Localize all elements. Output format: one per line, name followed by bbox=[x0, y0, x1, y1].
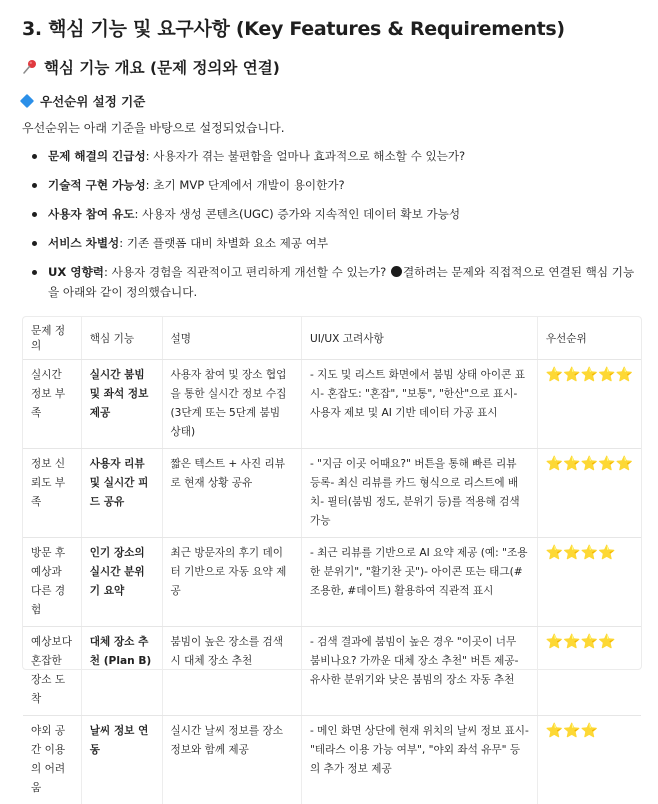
problem-cell: 예상보다 혼잡한 장소 도착 bbox=[23, 627, 81, 716]
blue-diamond-icon bbox=[20, 94, 34, 108]
section-heading bbox=[22, 56, 280, 78]
table-row bbox=[23, 449, 641, 538]
column-header: 우선순위 bbox=[537, 317, 641, 360]
column-header: 핵심 기능 bbox=[81, 317, 162, 360]
features-table bbox=[22, 316, 642, 670]
criteria-desc: : 초기 MVP 단계에서 개발이 용이한가? bbox=[146, 178, 345, 192]
problem-cell: 정보 신뢰도 부족 bbox=[23, 449, 81, 538]
priority-stars: ⭐⭐⭐ bbox=[537, 716, 641, 804]
problem-cell: 실시간 정보 부족 bbox=[23, 360, 81, 449]
criteria-term: 기술적 구현 가능성 bbox=[48, 178, 146, 192]
column-header: UI/UX 고려사항 bbox=[301, 317, 537, 360]
criteria-desc: : 사용자 경험을 직관적이고 편리하게 개선할 수 있는가? bbox=[104, 265, 386, 279]
column-header: 문제 정의 bbox=[23, 317, 81, 360]
description-cell: 짧은 텍스트 + 사진 리뷰로 현재 상황 공유 bbox=[162, 449, 301, 538]
criteria-item bbox=[22, 175, 642, 195]
description-cell: 사용자 참여 및 장소 협업을 통한 실시간 정보 수집 (3단계 또는 5단계 붐빔 상태) bbox=[162, 360, 301, 449]
priority-stars: ⭐⭐⭐⭐ bbox=[537, 627, 641, 716]
criteria-list bbox=[22, 146, 642, 311]
priority-stars: ⭐⭐⭐⭐⭐ bbox=[537, 449, 641, 538]
table-row bbox=[23, 360, 641, 449]
table-row bbox=[23, 538, 641, 627]
ux-cell: - 지도 및 리스트 화면에서 붐빔 상태 아이콘 표시- 혼잡도: "혼잡", "보통", "한산"으로 표시- 사용자 제보 및 AI 기반 데이터 가공 표시 bbox=[301, 360, 537, 449]
subsection-heading bbox=[22, 92, 145, 110]
bomb-icon bbox=[391, 266, 402, 277]
criteria-desc: : 사용자가 겪는 불편함을 얼마나 효과적으로 해소할 수 있는가? bbox=[146, 149, 466, 163]
problem-cell: 방문 후 예상과 다른 경험 bbox=[23, 538, 81, 627]
criteria-term: 문제 해결의 긴급성 bbox=[48, 149, 146, 163]
description-cell: 붐빔이 높은 장소를 검색 시 대체 장소 추천 bbox=[162, 627, 301, 716]
table-header-row bbox=[23, 317, 641, 360]
section-title: 핵심 기능 개요 (문제 정의와 연결) bbox=[44, 56, 280, 78]
criteria-desc-continued: 결하려는 문제와 직접적으로 연결된 핵심 기능을 아래와 같이 정의했습니다. bbox=[48, 265, 634, 299]
subsection-title: 우선순위 설정 기준 bbox=[40, 92, 145, 110]
priority-stars: ⭐⭐⭐⭐ bbox=[537, 538, 641, 627]
ux-cell: - 최근 리뷰를 기반으로 AI 요약 제공 (예: "조용한 분위기", "활기찬 곳")- 아이콘 또는 태그(#조용한, #데이트) 활용하여 직관적 표시 bbox=[301, 538, 537, 627]
column-header: 설명 bbox=[162, 317, 301, 360]
ux-cell: - 메인 화면 상단에 현재 위치의 날씨 정보 표시- "테라스 이용 가능 여부", "야외 좌석 유무" 등의 추가 정보 제공 bbox=[301, 716, 537, 804]
criteria-term: 서비스 차별성 bbox=[48, 236, 119, 250]
criteria-term: 사용자 참여 유도 bbox=[48, 207, 134, 221]
page-title: 3. 핵심 기능 및 요구사항 (Key Features & Requirements) bbox=[22, 14, 565, 41]
priority-stars: ⭐⭐⭐⭐⭐ bbox=[537, 360, 641, 449]
problem-cell: 야외 공간 이용의 어려움 bbox=[23, 716, 81, 804]
intro-text: 우선순위는 아래 기준을 바탕으로 설정되었습니다. bbox=[22, 119, 285, 136]
ux-cell: - "지금 이곳 어때요?" 버튼을 통해 빠른 리뷰 등록- 최신 리뷰를 카드 형식으로 리스트에 배치- 필터(붐빔 정도, 분위기 등)를 적용해 검색 가능 bbox=[301, 449, 537, 538]
criteria-desc: : 기존 플랫폼 대비 차별화 요소 제공 여부 bbox=[119, 236, 328, 250]
criteria-item bbox=[22, 262, 642, 302]
pushpin-icon bbox=[22, 59, 38, 75]
table-row bbox=[23, 716, 641, 804]
description-cell: 최근 방문자의 후기 데이터 기반으로 자동 요약 제공 bbox=[162, 538, 301, 627]
table-row bbox=[23, 627, 641, 716]
feature-cell: 사용자 리뷰 및 실시간 피드 공유 bbox=[81, 449, 162, 538]
feature-cell: 대체 장소 추천 (Plan B) bbox=[81, 627, 162, 716]
ux-cell: - 검색 결과에 붐빔이 높은 경우 "이곳이 너무 붐비나요? 가까운 대체 장소 추천" 버튼 제공- 유사한 분위기와 낮은 붐빔의 장소 자동 추천 bbox=[301, 627, 537, 716]
criteria-item bbox=[22, 233, 642, 253]
criteria-item bbox=[22, 204, 642, 224]
description-cell: 실시간 날씨 정보를 장소 정보와 함께 제공 bbox=[162, 716, 301, 804]
feature-cell: 인기 장소의 실시간 분위기 요약 bbox=[81, 538, 162, 627]
feature-cell: 날씨 정보 연동 bbox=[81, 716, 162, 804]
criteria-item bbox=[22, 146, 642, 166]
criteria-desc: : 사용자 생성 콘텐츠(UGC) 증가와 지속적인 데이터 확보 가능성 bbox=[134, 207, 460, 221]
criteria-term: UX 영향력 bbox=[48, 265, 104, 279]
feature-cell: 실시간 붐빔 및 좌석 정보 제공 bbox=[81, 360, 162, 449]
